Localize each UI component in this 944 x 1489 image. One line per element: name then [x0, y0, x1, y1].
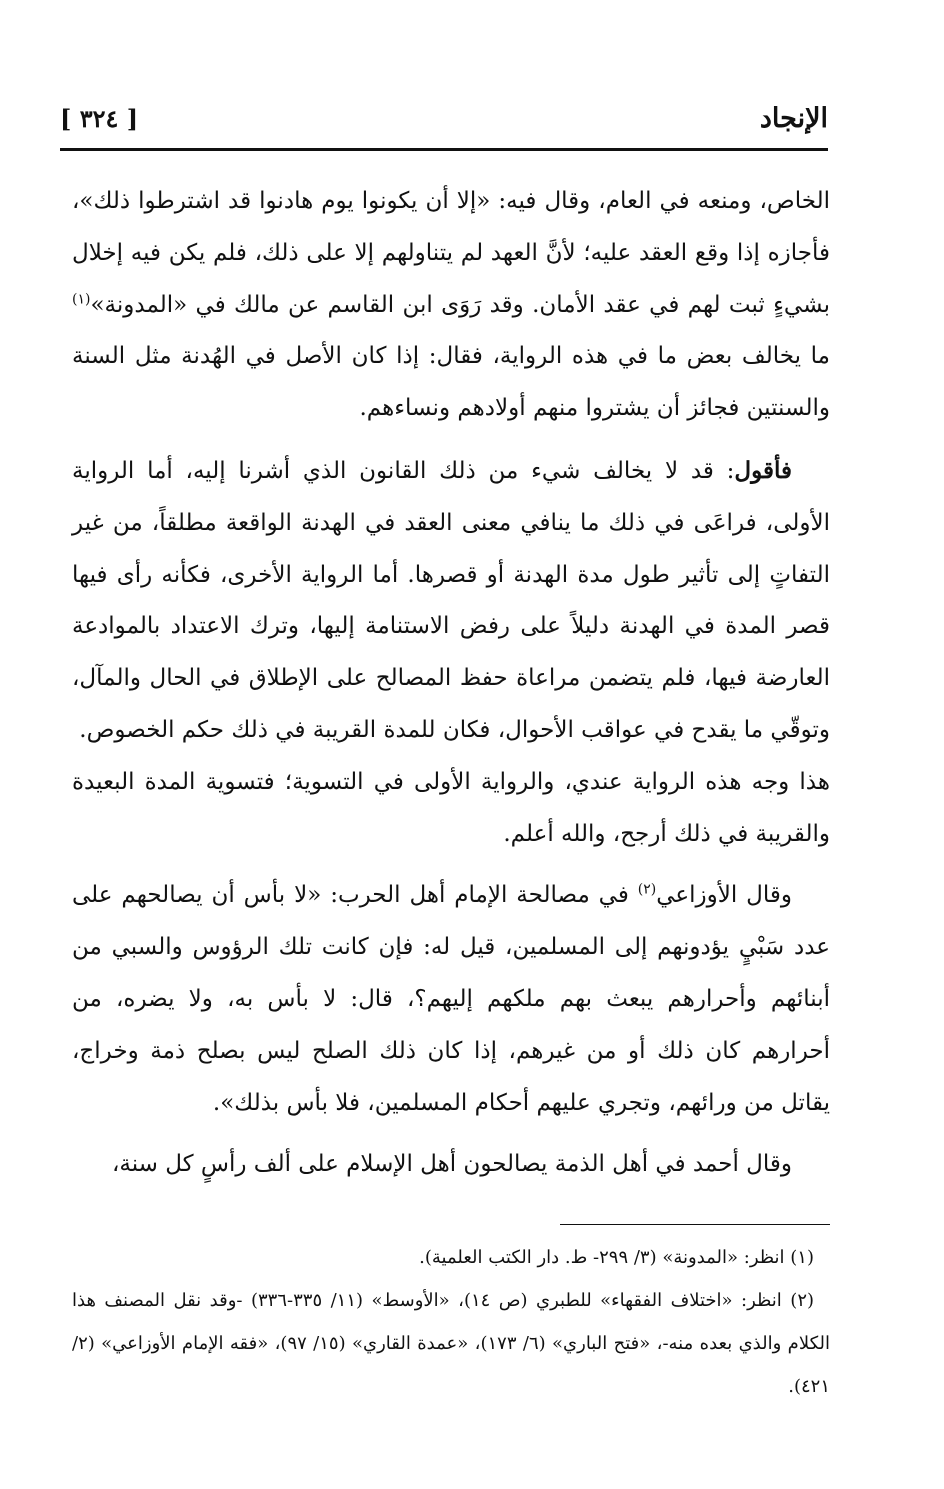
footnotes — [72, 1236, 830, 1408]
paragraph-2-text: : قد لا يخالف شيء من ذلك القانون الذي أشرنا إليه، أما الرواية الأولى، فراعَى في ذلك ما ينافي معنى العقد في الهدنة الواقعة مطلقاً، من غير التفاتٍ إلى تأثير طول مدة الهدنة أو قصرها. أما الرواية الأخرى، فكأنه رأى فيها قصر المدة في الهدنة دليلاً على رفض الاستنامة إليها، وترك الاعتداد بالموادعة العارضة فيها، فلم يتضمن مراعاة حفظ المصالح على الإطلاق في الحال والمآل، وتوقّي ما يقدح في عواقب الأحوال، فكان للمدة القريبة في ذلك حكم الخصوص. — [72, 457, 830, 743]
footnote-2: (٢) انظر: «اختلاف الفقهاء» للطبري (ص ١٤)، «الأوسط» (١١/ ٣٣٥-٣٣٦) -وقد نقل المصنف هذا الكلام والذي بعده منه-، «فتح الباري» (٦/ ١٧٣)، «عمدة القاري» (١٥/ ٩٧)، «فقه الإمام الأوزاعي» (٢/ ٤٢١). — [72, 1290, 830, 1397]
paragraph-1 — [72, 176, 830, 435]
running-title: الإنجاد — [759, 102, 828, 134]
paragraph-1-tail: ما يخالف بعض ما في هذه الرواية، فقال: إذا كان الأصل في الهُدنة مثل السنة والسنتين فجائز أن يشتروا منهم أولادهم ونساءهم. — [72, 343, 830, 422]
paragraph-5: وقال أحمد في أهل الذمة يصالحون أهل الإسلام على ألف رأسٍ كل سنة، — [111, 1151, 792, 1178]
footnote-ref-1: (١) — [72, 290, 91, 307]
footnote-rule — [560, 1224, 830, 1225]
main-text — [72, 176, 830, 1191]
page-number: [ ٣٢٤ ] — [60, 103, 139, 133]
header-rule — [60, 148, 828, 151]
paragraph-3: هذا وجه هذه الرواية عندي، والرواية الأولى في التسوية؛ فتسوية المدة البعيدة والقريبة في ذلك أرجح، والله أعلم. — [72, 768, 830, 847]
paragraph-4-text: في مصالحة الإمام أهل الحرب: «لا بأس أن يصالحهم على عدد سَبْيٍ يؤدونهم إلى المسلمين، قيل له: فإن كانت تلك الرؤوس والسبي من أبنائهم وأحرارهم يبعث بهم ملكهم إليهم؟، قال: لا بأس به، ولا يضره، من أحرارهم كان ذلك أو من غيرهم، إذا كان ذلك الصلح ليس بصلح ذمة وخراج، يقاتل من ورائهم، وتجري عليهم أحكام المسلمين، فلا بأس بذلك». — [72, 882, 830, 1116]
page-header — [60, 98, 828, 138]
paragraph-2-lead: فأقول — [734, 456, 792, 484]
footnote-1: (١) انظر: «المدونة» (٣/ ٢٩٩- ط. دار الكتب العلمية). — [419, 1247, 814, 1268]
paragraph-2 — [72, 445, 830, 757]
paragraph-4-head: وقال الأوزاعي — [656, 882, 792, 909]
footnote-ref-2: (٢) — [637, 881, 657, 898]
paragraph-4 — [72, 870, 830, 1129]
paragraph-1-text: الخاص، ومنعه في العام، وقال فيه: «إلا أن يكونوا يوم هادنوا قد اشترطوا ذلك»، فأجازه إذا وقع العقد عليه؛ لأنَّ العهد لم يتناولهم إلا على ذلك، فلم يكن فيه إخلال بشيءٍ ثبت لهم في عقد الأمان. وقد رَوَى ابن القاسم عن مالك في «المدونة» — [72, 188, 830, 318]
